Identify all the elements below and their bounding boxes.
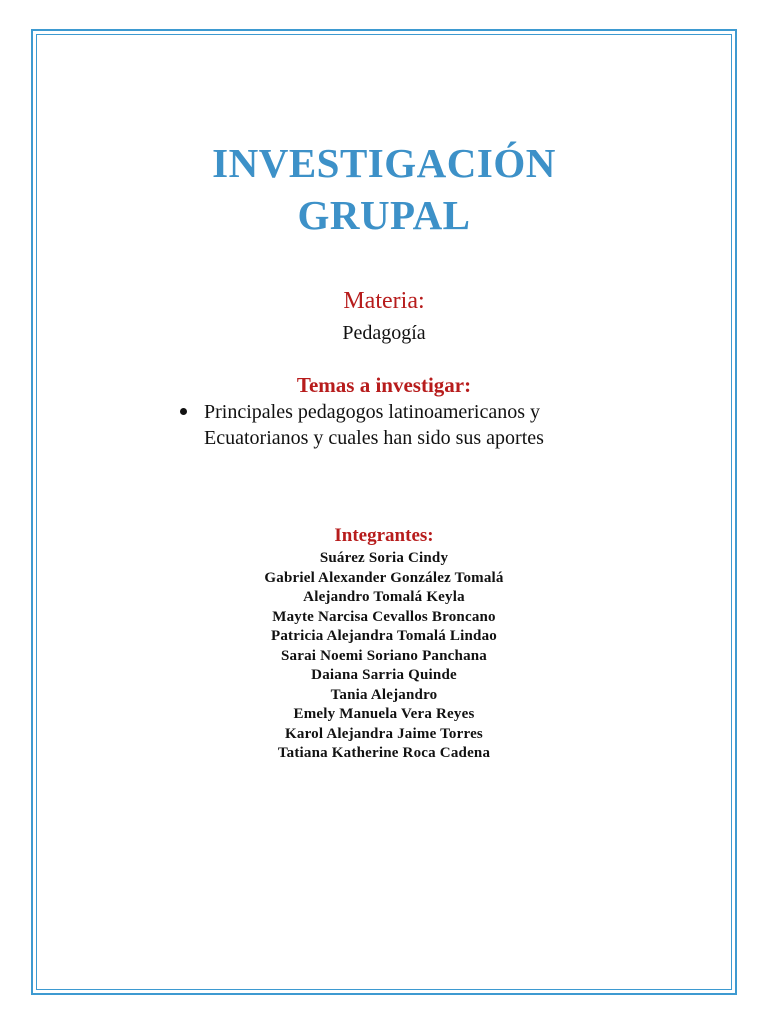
integrante-item: Tatiana Katherine Roca Cadena: [277, 745, 491, 761]
materia-label: Materia:: [343, 288, 425, 314]
temas-list: [178, 399, 638, 451]
integrante-item: Mayte Narcisa Cevallos Broncano: [272, 608, 496, 625]
integrante-item: Daiana Sarria Quinde: [311, 667, 457, 683]
integrantes-heading: Integrantes:: [334, 525, 434, 546]
temas-item-text: Principales pedagogos latinoamericanos y Ecuatorianos y cuales han sido sus aportes: [204, 401, 544, 449]
bullet-icon: [180, 408, 187, 415]
integrante-item: Gabriel Alexander González Tomalá: [264, 569, 504, 586]
title-line-1: INVESTIGACIÓN: [212, 140, 556, 186]
integrante-item: Emely Manuela Vera Reyes: [293, 706, 475, 722]
integrantes-list: [0, 549, 768, 764]
materia-value: Pedagogía: [342, 322, 426, 344]
temas-heading: Temas a investigar:: [296, 373, 472, 397]
title-line-2: GRUPAL: [297, 192, 471, 238]
integrante-item: Alejandro Tomalá Keyla: [303, 589, 465, 605]
integrante-item: Karol Alejandra Jaime Torres: [285, 725, 483, 742]
temas-item: [178, 399, 638, 451]
integrante-item: Patricia Alejandra Tomalá Lindao: [270, 628, 497, 644]
integrante-item: Suárez Soria Cindy: [319, 550, 449, 566]
integrante-item: Sarai Noemi Soriano Panchana: [280, 647, 488, 664]
integrante-item: Tania Alejandro: [330, 686, 438, 703]
